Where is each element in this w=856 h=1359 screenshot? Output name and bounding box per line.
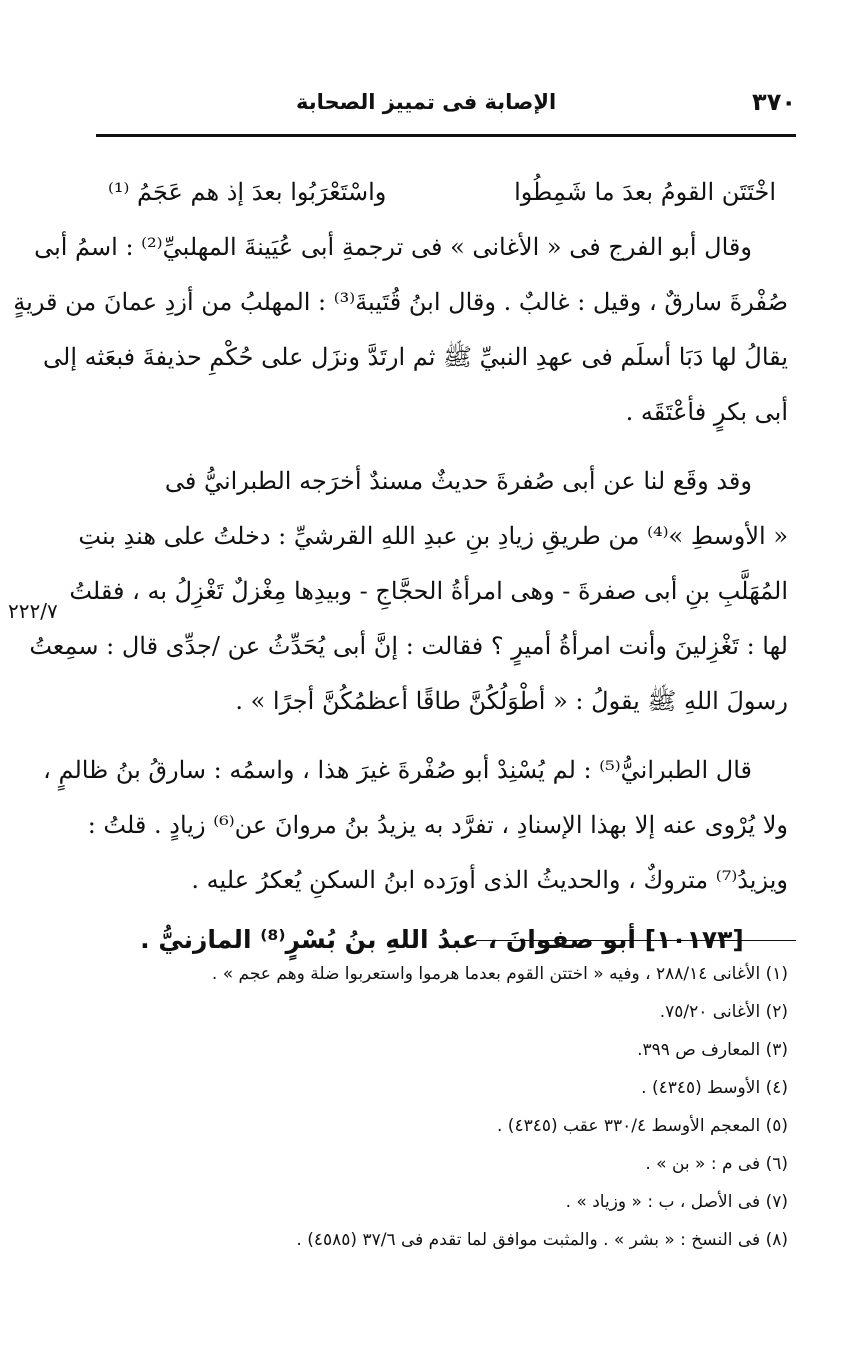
running-title: الإصابة فى تمييز الصحابة (296, 90, 557, 114)
text-line: لها : تَغْزِلينَ وأنت امرأةُ أميرٍ ؟ فقالت : إنَّ أبى يُحَدِّثُ عن /جدِّى قال : سمِعتُ (29, 632, 788, 660)
text-line: وقد وقَع لنا عن أبى صُفرةَ حديثٌ مسندٌ أخرَجه الطبرانيُّ فى (164, 467, 752, 495)
text-line: أبى بكرٍ فأعْتَقَه . (625, 398, 788, 426)
text-line: صُفْرةَ سارقٌ ، وقيل : غالبٌ . وقال ابنُ قُتَيبةَ⁽³⁾ : المهلبُ من أزدِ عمانَ من قريةٍ (13, 288, 788, 316)
footnote: (٢) الأغانى ٧٥/٢٠. (659, 1002, 788, 1022)
margin-volume-reference: ٢٢٢/٧ (8, 599, 58, 623)
text-line: ويزيدُ⁽⁷⁾ متروكٌ ، والحديثُ الذى أورَده ابنُ السكنِ يُعكرُ عليه . (191, 866, 788, 894)
footnote: (٨) فى النسخ : « بشر » . والمثبت موافق لما تقدم فى ٣٧/٦ (٤٥٨٥) . (296, 1230, 788, 1250)
text-line: ولا يُرْوى عنه إلا بهذا الإسنادِ ، تفرَّد به يزيدُ بنُ مروانَ عن⁽⁶⁾ زيادٍ . قلتُ : (87, 811, 788, 839)
footnote: (٦) فى م : « بن » . (645, 1154, 788, 1174)
text-line: قال الطبرانيُّ⁽⁵⁾ : لم يُسْنِدْ أبو صُفْرةَ غيرَ هذا ، واسمُه : سارقُ بنُ ظالمٍ ، (43, 756, 752, 784)
footnote: (٧) فى الأصل ، ب : « وزياد » . (565, 1192, 788, 1212)
text-line: وقال أبو الفرج فى « الأغانى » فى ترجمةِ أبى عُيَينةَ المهلبيِّ⁽²⁾ : اسمُ أبى (34, 233, 752, 261)
footnotes (96, 955, 788, 1259)
footnote: (٤) الأوسط (٤٣٤٥) . (641, 1078, 788, 1098)
entry-title: [١٠١٧٣] أبو صفوانَ ، عبدُ اللهِ بنُ بُسْرٍ⁽⁸⁾ المازنيُّ . (140, 925, 744, 954)
verse-first-hemistich: اخْتَتَن القومُ بعدَ ما شَمِطُوا (514, 178, 776, 206)
page-number: ٣٧٠ (752, 88, 796, 116)
footnote: (٥) المعجم الأوسط ٣٣٠/٤ عقب (٤٣٤٥) . (497, 1116, 788, 1136)
text-line: « الأوسطِ »⁽⁴⁾ من طريقِ زيادِ بنِ عبدِ اللهِ القرشيِّ : دخلتُ على هندِ بنتِ (78, 522, 788, 550)
verse-second-hemistich: واسْتَعْرَبُوا بعدَ إذ هم عَجَمُ ⁽¹⁾ (108, 178, 387, 206)
poetry-verse (96, 165, 788, 220)
text-line: يقالُ لها دَبَا أسلَم فى عهدِ النبيِّ ﷺ ثم ارتَدَّ ونزَل على حُكْمِ حذيفةَ فبعَثه إلى (43, 343, 788, 371)
page-header (96, 88, 796, 128)
text-line: المُهَلَّبِ بنِ أبى صفرةَ - وهى امرأةُ الحجَّاجِ - وبيدِها مِغْزلٌ تَغْزِلُ به ، فقلتُ (69, 577, 788, 605)
footnote: (١) الأغانى ٢٨٨/١٤ ، وفيه « اختتن القوم بعدما هرموا واستعربوا ضلة وهم عجم » . (211, 964, 788, 984)
footnote: (٣) المعارف ص ٣٩٩. (637, 1040, 788, 1060)
footnote-rule (476, 940, 796, 941)
text-line: رسولَ اللهِ ﷺ يقولُ : « أطْوَلُكُنَّ طاقًا أعظمُكُنَّ أجرًا » . (235, 687, 788, 715)
header-rule (96, 134, 796, 137)
